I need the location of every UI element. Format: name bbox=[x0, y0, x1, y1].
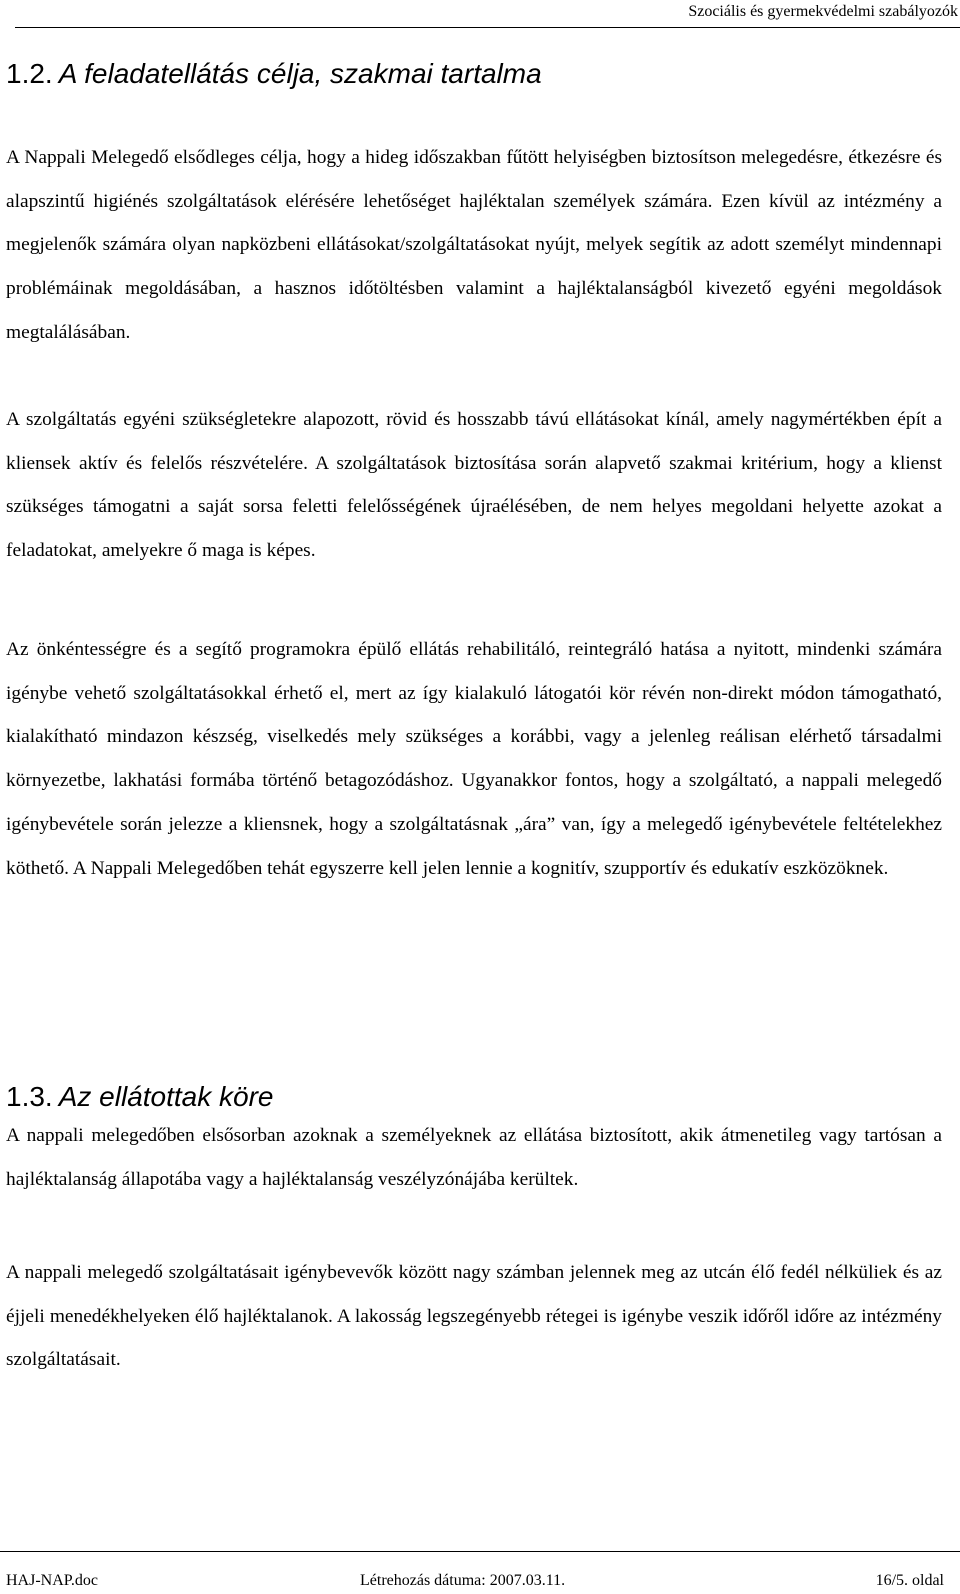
section-title: Az ellátottak köre bbox=[58, 1081, 274, 1112]
section-title: A feladatellátás célja, szakmai tartalma bbox=[58, 58, 542, 89]
paragraph-services: A szolgáltatás egyéni szükségletekre alapozott, rövid és hosszabb távú ellátásokat kínál, amely nagymértékben épít a kliensek aktív és felelős részvételére. A szolgáltatások biztosítása során alapvető szakmai kritérium, hogy a klienst szükséges támogatni a saját sorsa feletti felelősségének újraélésében, de nem helyes megoldani helyette azokat a feladatokat, amelyekre ő maga is képes. bbox=[6, 409, 942, 562]
paragraph-target-group: A nappali melegedőben elsősorban azoknak a személyeknek az ellátása biztosított, akik átmenetileg vagy tartósan a hajléktalanság állapotába vagy a hajléktalanság veszélyzónájába kerültek. bbox=[6, 1125, 942, 1190]
footer-page-number: 16/5. oldal bbox=[875, 1572, 944, 1589]
running-header bbox=[15, 0, 960, 28]
section-heading-1-3 bbox=[6, 1081, 273, 1113]
section-heading-1-2 bbox=[6, 58, 542, 90]
section-number: 1.2. bbox=[6, 58, 53, 89]
paragraph-rehabilitation: Az önkéntességre és a segítő programokra épülő ellátás rehabilitáló, reintegráló hatása a nyitott, mindenki számára igénybe vehető szolgáltatásokkal érhető el, mert az így kialakuló látogatói kör révén non-direkt módon támogatható, kialakítható mindazon készség, viselkedés mely szükséges a korábbi, vagy a jelenleg reálisan elérhető társadalmi környezetbe, lakhatási formába történő betagozódáshoz. Ugyanakkor fontos, hogy a szolgáltató, a nappali melegedő igénybevétele során jelezze a kliensnek, hogy a szolgáltatásnak „ára” van, így a melegedő igénybevétele feltételekhez köthető. A Nappali Melegedőben tehát egyszerre kell jelen lennie a kognitív, szupportív és edukatív eszközöknek. bbox=[6, 639, 942, 879]
page-footer bbox=[0, 1551, 960, 1594]
footer-created-date: Létrehozás dátuma: 2007.03.11. bbox=[360, 1572, 566, 1589]
footer-doc-name: HAJ-NAP.doc bbox=[6, 1572, 98, 1589]
running-header-title: Szociális és gyermekvédelmi szabályozók bbox=[688, 3, 958, 20]
section-number: 1.3. bbox=[6, 1081, 53, 1112]
paragraph-users: A nappali melegedő szolgáltatásait igénybevevők között nagy számban jelennek meg az utcán élő fedél nélküliek és az éjjeli menedékhelyeken élő hajléktalanok. A lakosság legszegényebb rétegei is igénybe veszik időről időre az intézmény szolgáltatásait. bbox=[6, 1262, 942, 1371]
paragraph-purpose: A Nappali Melegedő elsődleges célja, hogy a hideg időszakban fűtött helyiségben biztosítson melegedésre, étkezésre és alapszintű higiénés szolgáltatások elérésére lehetőséget hajléktalan személyek számára. Ezen kívül az intézmény a megjelenők számára olyan napközbeni ellátásokat/szolgáltatásokat nyújt, melyek segítik az adott személyt mindennapi problémáinak megoldásában, a hasznos időtöltésben valamint a hajléktalanságból kivezető egyéni megoldások megtalálásában. bbox=[6, 147, 942, 343]
